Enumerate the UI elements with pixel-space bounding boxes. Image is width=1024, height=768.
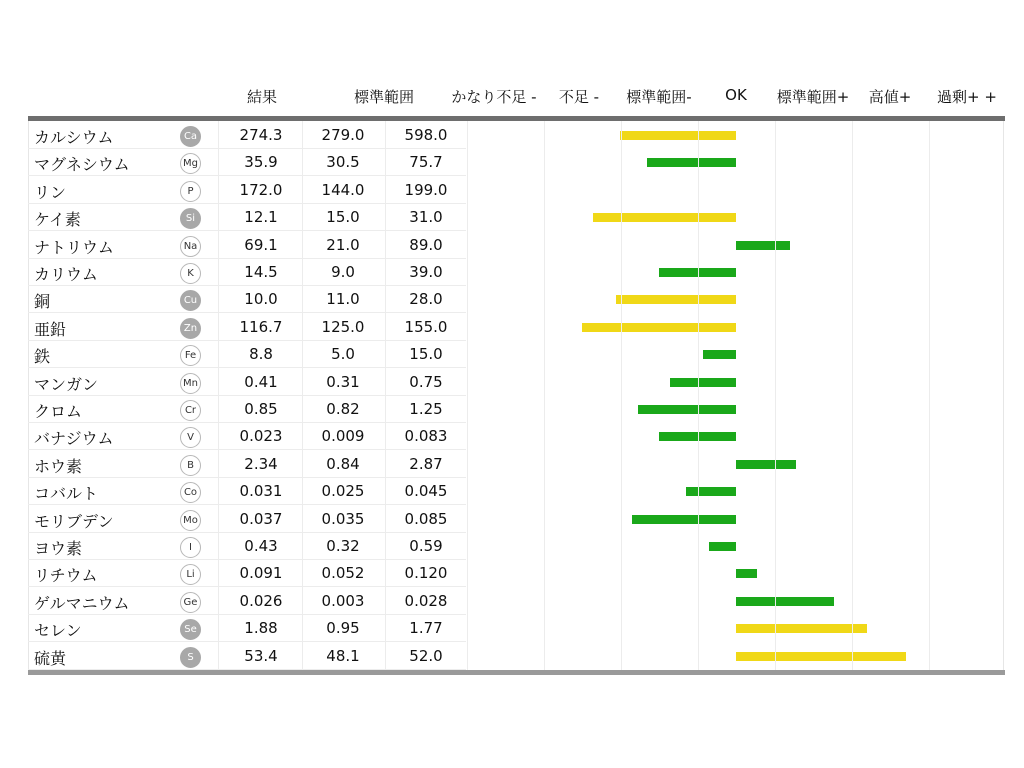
- element-symbol-badge: Se: [180, 619, 201, 640]
- deviation-bar: [582, 323, 736, 332]
- deviation-bar: [616, 295, 736, 304]
- element-symbol-badge: Mg: [180, 153, 201, 174]
- result-value: 172.0: [239, 180, 283, 199]
- mineral-name: モリブデン: [34, 511, 114, 531]
- result-value: 35.9: [244, 153, 278, 172]
- low-value: 11.0: [326, 290, 360, 309]
- column-header: 標準範囲-: [626, 88, 692, 106]
- mineral-name: 亜鉛: [34, 319, 67, 339]
- mineral-name: 銅: [34, 292, 51, 312]
- high-value: 52.0: [409, 646, 443, 665]
- high-value: 31.0: [409, 208, 443, 227]
- high-value: 75.7: [409, 153, 443, 172]
- high-value: 0.028: [404, 591, 448, 610]
- element-symbol-badge: Ca: [180, 126, 201, 147]
- low-value: 30.5: [326, 153, 360, 172]
- result-value: 0.031: [239, 482, 283, 501]
- table-row: [28, 643, 1004, 670]
- grid-line: [544, 121, 545, 670]
- mineral-name: 硫黄: [34, 648, 67, 668]
- low-value: 279.0: [321, 126, 365, 144]
- result-value: 10.0: [244, 290, 278, 309]
- table-row: [28, 478, 1004, 505]
- high-value: 2.87: [409, 454, 443, 473]
- mineral-name: リチウム: [34, 566, 98, 586]
- element-symbol-badge: K: [180, 263, 201, 284]
- mineral-name: クロム: [34, 402, 83, 421]
- element-symbol-badge: B: [180, 455, 201, 476]
- table-row: [28, 423, 1004, 450]
- result-value: 8.8: [249, 345, 273, 364]
- result-value: 14.5: [244, 263, 278, 281]
- table-row: [28, 177, 1004, 204]
- mineral-name: リン: [34, 182, 67, 202]
- element-symbol-badge: Zn: [180, 318, 201, 339]
- deviation-bar: [647, 158, 736, 167]
- low-value: 144.0: [321, 180, 365, 199]
- table-row: [28, 588, 1004, 615]
- element-symbol-badge: Ge: [180, 592, 201, 613]
- element-symbol-badge: Fe: [180, 345, 201, 366]
- result-value: 0.85: [244, 400, 278, 418]
- column-header: OK: [725, 86, 747, 104]
- result-value: 0.091: [239, 564, 283, 583]
- footer-rule: [28, 670, 1005, 675]
- grid-line: [467, 121, 468, 670]
- low-value: 0.31: [326, 372, 360, 391]
- deviation-bar: [638, 405, 736, 414]
- result-value: 69.1: [244, 235, 278, 254]
- mineral-name: コバルト: [34, 484, 99, 504]
- table-row: [28, 149, 1004, 176]
- result-value: 2.34: [244, 454, 278, 473]
- table-row: [28, 314, 1004, 341]
- high-value: 598.0: [404, 126, 448, 144]
- element-symbol-badge: Cr: [180, 400, 201, 421]
- result-value: 0.037: [239, 509, 283, 528]
- mineral-name: カリウム: [34, 265, 98, 284]
- table-header: [0, 86, 1024, 110]
- grid-line: [302, 121, 303, 670]
- low-value: 48.1: [326, 646, 360, 665]
- high-value: 15.0: [409, 345, 443, 364]
- mineral-name: ホウ素: [34, 456, 83, 476]
- mineral-name: ゲルマニウム: [34, 593, 130, 613]
- element-symbol-badge: P: [180, 181, 201, 202]
- grid-line: [218, 121, 219, 670]
- low-value: 15.0: [326, 208, 360, 227]
- deviation-bar: [736, 624, 867, 633]
- high-value: 39.0: [409, 263, 443, 281]
- deviation-bar: [593, 213, 736, 222]
- result-value: 0.43: [244, 537, 278, 555]
- high-value: 199.0: [404, 180, 448, 199]
- column-header: 結果: [246, 88, 278, 106]
- grid-line: [698, 121, 699, 670]
- result-value: 274.3: [239, 126, 283, 144]
- deviation-bar: [709, 542, 736, 551]
- low-value: 125.0: [321, 317, 365, 336]
- result-value: 0.026: [239, 591, 283, 610]
- grid-line: [852, 121, 853, 670]
- deviation-bar: [736, 460, 796, 469]
- low-value: 0.82: [326, 400, 360, 418]
- high-value: 1.77: [409, 619, 443, 638]
- high-value: 0.083: [404, 427, 448, 446]
- high-value: 89.0: [409, 235, 443, 254]
- high-value: 0.120: [404, 564, 448, 583]
- grid-line: [929, 121, 930, 670]
- high-value: 1.25: [409, 400, 443, 418]
- high-value: 0.59: [409, 537, 443, 555]
- grid-line: [775, 121, 776, 670]
- grid-line: [621, 121, 622, 670]
- column-header: 過剰+ +: [937, 88, 997, 106]
- low-value: 9.0: [331, 263, 355, 281]
- result-value: 12.1: [244, 208, 278, 227]
- column-header: 不足 -: [558, 88, 600, 106]
- low-value: 0.052: [321, 564, 365, 583]
- table-row: [28, 560, 1004, 587]
- element-symbol-badge: Cu: [180, 290, 201, 311]
- low-value: 21.0: [326, 235, 360, 254]
- table-row: [28, 533, 1004, 560]
- element-symbol-badge: Na: [180, 236, 201, 257]
- result-value: 53.4: [244, 646, 278, 665]
- table-row: [28, 286, 1004, 313]
- high-value: 155.0: [404, 317, 448, 336]
- table-row: [28, 615, 1004, 642]
- mineral-name: 鉄: [34, 347, 51, 367]
- deviation-bar: [703, 350, 736, 359]
- table-row: [28, 451, 1004, 478]
- table-row: [28, 506, 1004, 533]
- high-value: 28.0: [409, 290, 443, 309]
- deviation-bar: [686, 487, 736, 496]
- mineral-name: カルシウム: [34, 128, 114, 147]
- mineral-name: ケイ素: [34, 210, 81, 230]
- table-row: [28, 204, 1004, 231]
- low-value: 0.035: [321, 509, 365, 528]
- low-value: 0.025: [321, 482, 365, 501]
- column-header: かなり不足 -: [451, 88, 537, 106]
- low-value: 0.95: [326, 619, 360, 638]
- grid-line: [385, 121, 386, 670]
- mineral-name: マグネシウム: [34, 155, 130, 175]
- low-value: 0.003: [321, 591, 365, 610]
- deviation-bar: [620, 131, 736, 140]
- deviation-bar: [632, 515, 736, 524]
- element-symbol-badge: Mn: [180, 373, 201, 394]
- deviation-bar: [736, 597, 834, 606]
- mineral-name: バナジウム: [34, 429, 114, 449]
- low-value: 0.84: [326, 454, 360, 473]
- high-value: 0.75: [409, 372, 443, 391]
- element-symbol-badge: Mo: [180, 510, 201, 531]
- element-symbol-badge: S: [180, 647, 201, 668]
- column-header: 高値+: [868, 88, 912, 106]
- result-value: 116.7: [239, 317, 283, 336]
- result-value: 0.41: [244, 372, 278, 391]
- table-row: [28, 369, 1004, 396]
- low-value: 0.32: [326, 537, 360, 555]
- deviation-bar: [736, 652, 906, 661]
- element-symbol-badge: V: [180, 427, 201, 448]
- high-value: 0.085: [404, 509, 448, 528]
- deviation-bar: [736, 241, 790, 250]
- column-header: 標準範囲+: [776, 88, 850, 106]
- high-value: 0.045: [404, 482, 448, 501]
- deviation-bar: [670, 378, 736, 387]
- mineral-name: ナトリウム: [34, 237, 114, 257]
- deviation-bar: [736, 569, 757, 578]
- result-value: 1.88: [244, 619, 278, 638]
- table-row: [28, 259, 1004, 286]
- mineral-name: ヨウ素: [34, 539, 83, 558]
- element-symbol-badge: Li: [180, 564, 201, 585]
- element-symbol-badge: I: [180, 537, 201, 558]
- table-row: [28, 341, 1004, 368]
- element-symbol-badge: Si: [180, 208, 201, 229]
- mineral-name: セレン: [34, 621, 82, 641]
- table-row: [28, 122, 1004, 149]
- mineral-name: マンガン: [34, 374, 99, 394]
- column-header: 標準範囲: [353, 88, 415, 106]
- element-symbol-badge: Co: [180, 482, 201, 503]
- result-value: 0.023: [239, 427, 283, 446]
- table-row: [28, 232, 1004, 259]
- low-value: 5.0: [331, 345, 355, 364]
- low-value: 0.009: [321, 427, 365, 446]
- table-row: [28, 396, 1004, 423]
